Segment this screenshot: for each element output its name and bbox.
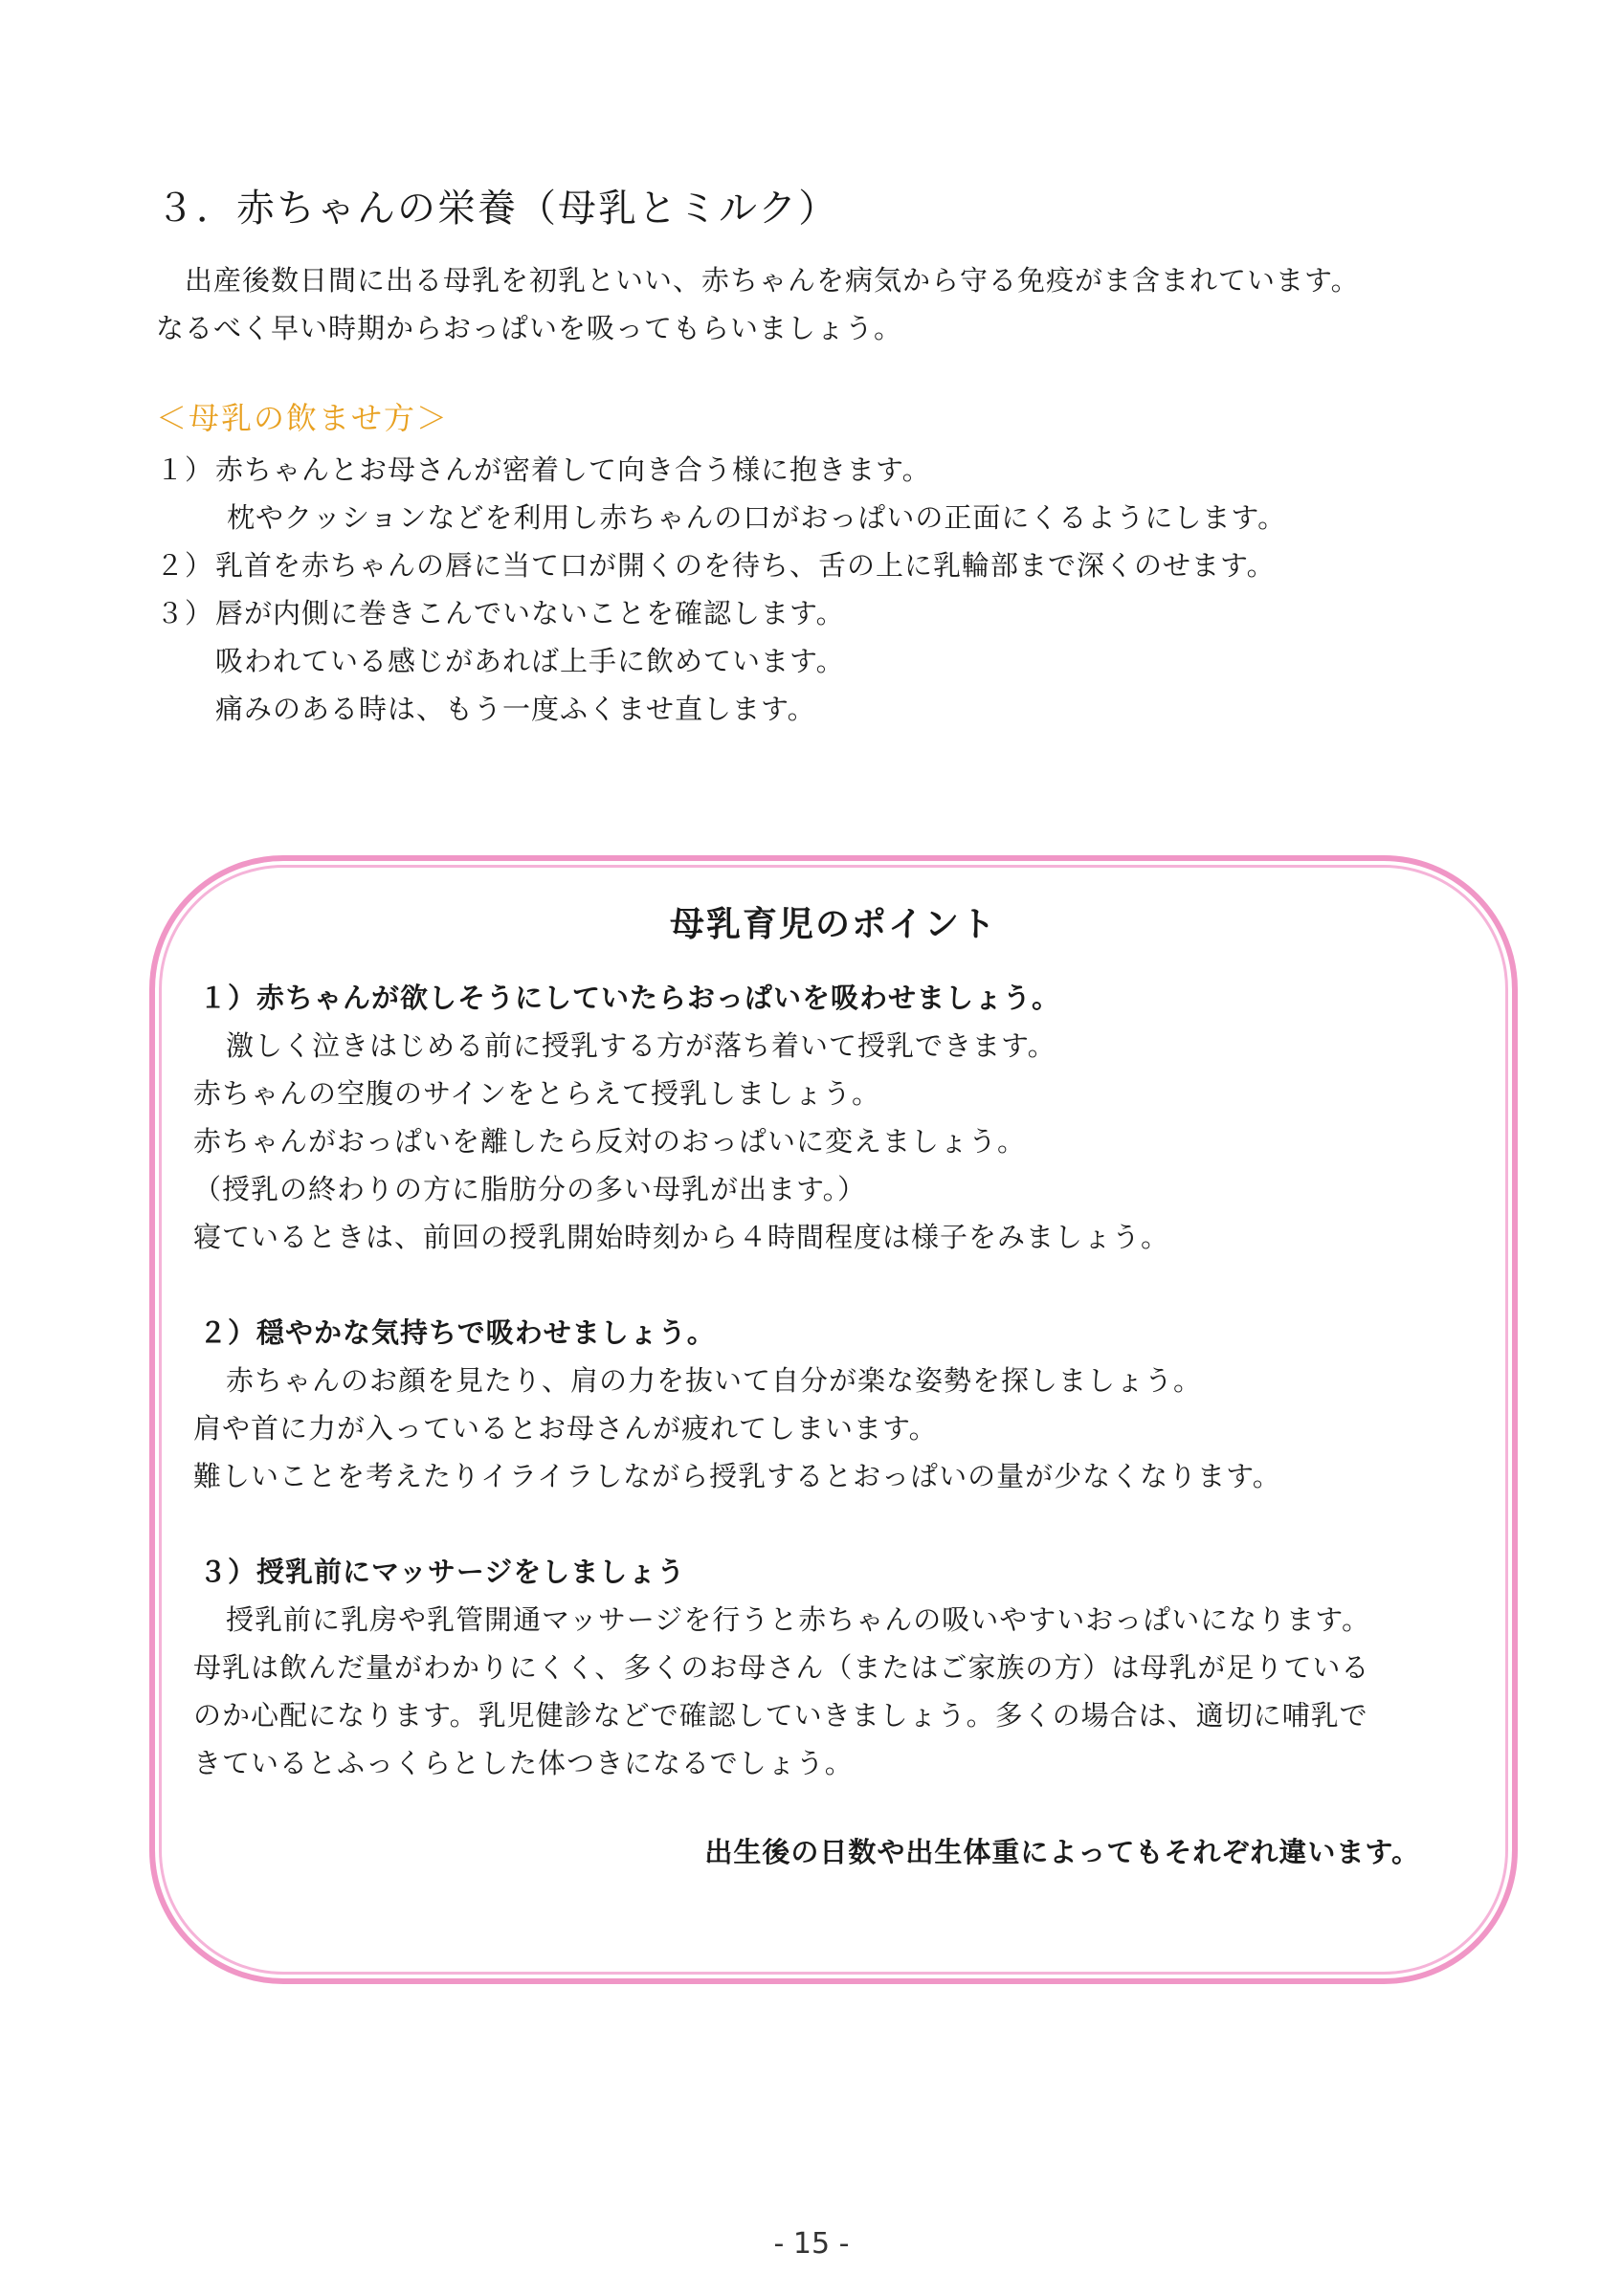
point-heading: ３）授乳前にマッサージをしましょう — [199, 1556, 686, 1588]
point-line: 母乳は飲んだ量がわかりにくく、多くのお母さん（またはご家族の方）は母乳が足りている — [193, 1651, 1370, 1684]
point-line: 難しいことを考えたりイライラしながら授乳するとおっぱいの量が少なくなります。 — [193, 1460, 1281, 1492]
step-2 — [156, 541, 1534, 589]
step-1 — [156, 446, 1534, 494]
box-body — [193, 974, 1495, 1787]
point-line: 授乳前に乳房や乳管開通マッサージを行うと赤ちゃんの吸いやすいおっぱいになります。 — [226, 1603, 1370, 1636]
page-number: - 15 - — [773, 2227, 850, 2261]
point-line: きているとふっくらとした体つきになるでしょう。 — [193, 1747, 854, 1779]
step-number: １） — [156, 453, 214, 486]
intro-line: なるべく早い時期からおっぱいを吸ってもらいましょう。 — [156, 312, 903, 344]
section-subheading: ＜母乳の飲ませ方＞ — [156, 400, 450, 436]
step-text: 乳首を赤ちゃんの唇に当て口が開くのを待ち、舌の上に乳輪部まで深くのせます。 — [215, 549, 1276, 582]
point-heading: ２）穏やかな気持ちで吸わせましょう。 — [199, 1316, 716, 1349]
point-line: 赤ちゃんがおっぱいを離したら反対のおっぱいに変えましょう。 — [193, 1125, 1027, 1158]
point-line: 激しく泣きはじめる前に授乳する方が落ち着いて授乳できます。 — [226, 1029, 1056, 1062]
step-3 — [156, 589, 1534, 637]
point-line: のか心配になります。乳児健診などで確認していきましょう。多くの場合は、適切に哺乳で — [193, 1699, 1368, 1732]
feeding-steps — [156, 446, 1534, 733]
step-number: ２） — [156, 549, 214, 582]
intro-line: 出産後数日間に出る母乳を初乳といい、赤ちゃんを病気から守る免疫がま含まれています。 — [185, 264, 1360, 297]
point-heading: １）赤ちゃんが欲しそうにしていたらおっぱいを吸わせましょう。 — [199, 982, 1061, 1014]
point-line: 肩や首に力が入っているとお母さんが疲れてしまいます。 — [193, 1412, 938, 1445]
step-1-continuation — [156, 494, 1534, 541]
point-line: 赤ちゃんのお顔を見たり、肩の力を抜いて自分が楽な姿勢を探しましょう。 — [226, 1364, 1203, 1397]
box-title: 母乳育児のポイント — [669, 905, 997, 944]
step-text: 唇が内側に巻きこんでいないことを確認します。 — [215, 597, 845, 629]
intro-paragraph — [156, 256, 1496, 352]
step-text: 赤ちゃんとお母さんが密着して向き合う様に抱きます。 — [215, 453, 931, 486]
breastfeeding-points-box — [149, 855, 1518, 1984]
step-text: 枕やクッションなどを利用し赤ちゃんの口がおっぱいの正面にくるようにします。 — [227, 501, 1287, 534]
point-line: 赤ちゃんの空腹のサインをとらえて授乳しましょう。 — [193, 1077, 880, 1110]
step-3-continuation: 痛みのある時は、もう一度ふくませ直します。 — [215, 693, 816, 725]
step-3-continuation: 吸われている感じがあれば上手に飲めています。 — [215, 645, 845, 677]
page-title: ３．赤ちゃんの栄養（母乳とミルク） — [156, 187, 839, 231]
box-closing-note: 出生後の日数や出生体重によってもそれぞれ違います。 — [704, 1836, 1420, 1868]
point-line: （授乳の終わりの方に脂肪分の多い母乳が出ます。） — [193, 1173, 867, 1205]
step-number: ３） — [156, 597, 214, 629]
point-line: 寝ているときは、前回の授乳開始時刻から４時間程度は様子をみましょう。 — [193, 1221, 1170, 1253]
